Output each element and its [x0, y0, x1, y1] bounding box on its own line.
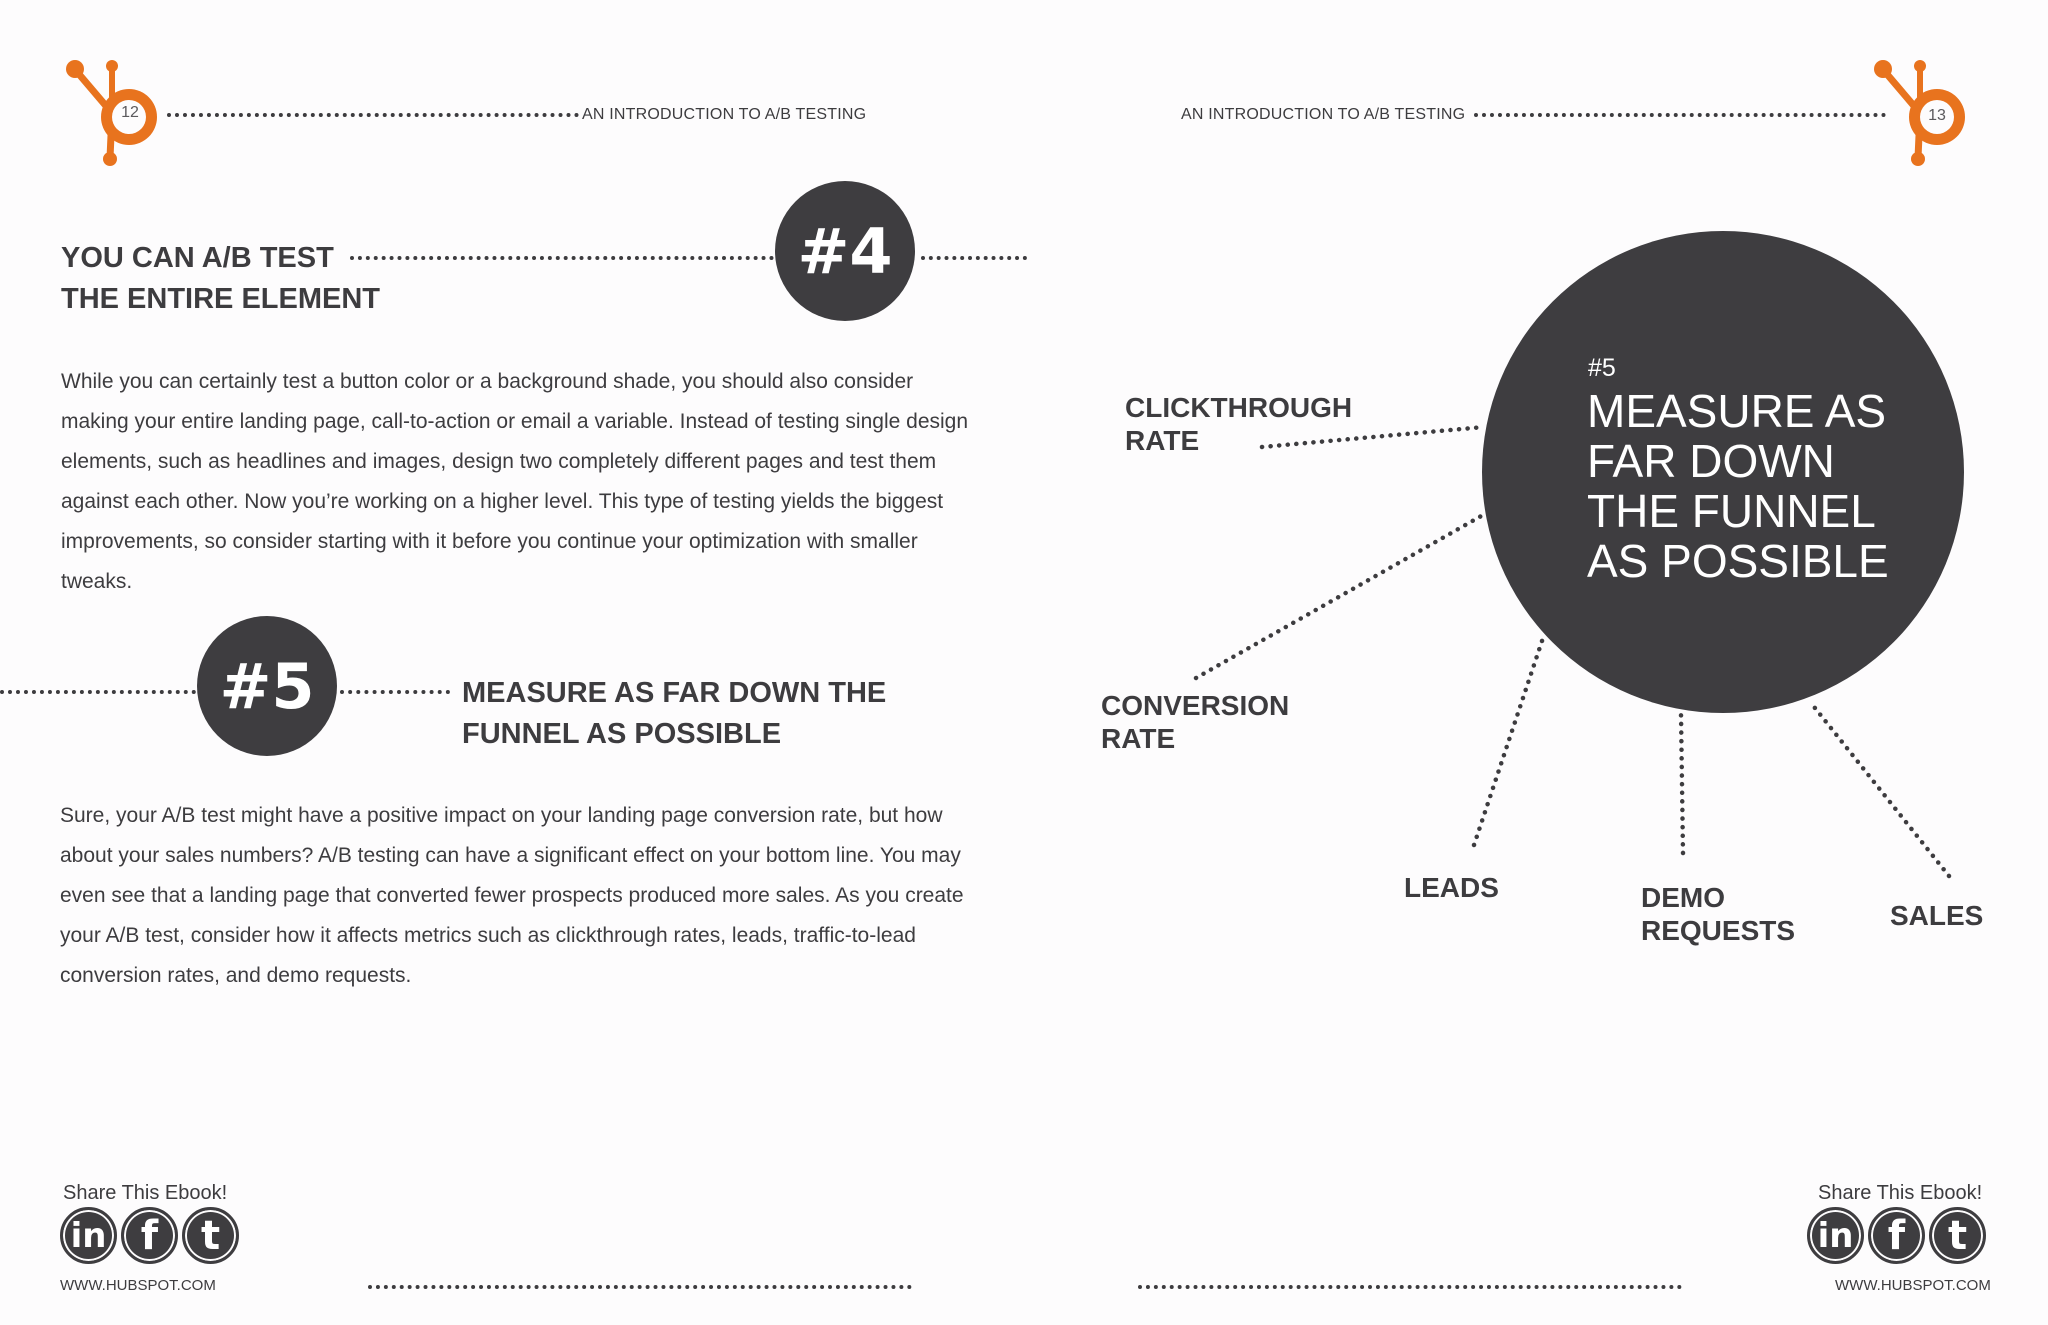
label-line: RATE	[1125, 425, 1200, 456]
running-title-right: AN INTRODUCTION TO A/B TESTING	[1181, 106, 1466, 123]
section5-body-line: even see that a landing page that converted fewer prospects produced more sales. As you create	[60, 884, 964, 907]
section4-heading-line1: YOU CAN A/B TEST	[61, 242, 334, 274]
section5-body-line: about your sales numbers? A/B testing can have a significant effect on your bottom line. You may	[60, 844, 961, 867]
circle-heading-line: AS POSSIBLE	[1587, 535, 1889, 587]
label-clickthrough-rate	[1125, 391, 1352, 457]
label-line: DEMO	[1641, 882, 1725, 913]
label-line: RATE	[1101, 723, 1176, 754]
section5-number-badge: #5	[197, 616, 337, 756]
label-sales: SALES	[1890, 900, 1984, 931]
label-leads: LEADS	[1404, 872, 1499, 903]
linkedin-icon[interactable]: in	[1807, 1207, 1864, 1264]
running-title-left: AN INTRODUCTION TO A/B TESTING	[582, 106, 867, 123]
connector-demo	[1681, 714, 1683, 853]
connector-sales	[1811, 703, 1949, 876]
label-line: CONVERSION	[1101, 690, 1290, 721]
section4-body-line: tweaks.	[61, 570, 133, 593]
section4-body-line: making your entire landing page, call-to-action or email a variable. Instead of testing single design	[61, 410, 969, 433]
section4-body-line: improvements, so consider starting with it before you continue your optimization with smaller	[61, 530, 918, 553]
footer-url-right[interactable]: WWW.HUBSPOT.COM	[1835, 1277, 1991, 1294]
section4-body-line: against each other. Now you’re working on a higher level. This type of testing yields the biggest	[61, 490, 944, 513]
section4-number-badge: #4	[775, 181, 915, 321]
label-conversion-rate	[1101, 689, 1289, 755]
section5-heading-line1: MEASURE AS FAR DOWN THE	[462, 677, 887, 709]
section4-body-line: While you can certainly test a button color or a background shade, you should also consider	[61, 370, 914, 393]
footer-divider-right	[1138, 1285, 1682, 1289]
section5-heading-line2: FUNNEL AS POSSIBLE	[462, 718, 782, 750]
facebook-icon[interactable]: f	[121, 1207, 178, 1264]
label-line: CLICKTHROUGH	[1125, 392, 1353, 423]
footer-url-left[interactable]: WWW.HUBSPOT.COM	[60, 1277, 216, 1294]
label-line: REQUESTS	[1641, 915, 1796, 946]
page-number-left: 12	[121, 104, 139, 121]
section5-body-line: Sure, your A/B test might have a positive impact on your landing page conversion rate, but how	[60, 804, 943, 827]
section4-heading-line2: THE ENTIRE ELEMENT	[61, 283, 381, 315]
connector-leads	[1474, 638, 1543, 845]
circle-heading	[1587, 386, 1889, 586]
twitter-icon[interactable]: t	[182, 1207, 239, 1264]
facebook-icon[interactable]: f	[1868, 1207, 1925, 1264]
twitter-icon[interactable]: t	[1929, 1207, 1986, 1264]
circle-number: #5	[1588, 354, 1616, 382]
section4-body-line: elements, such as headlines and images, design two completely different pages and test them	[61, 450, 937, 473]
circle-heading-line: THE FUNNEL	[1587, 485, 1876, 537]
share-label-left: Share This Ebook!	[63, 1182, 228, 1204]
connector-conversion	[1196, 515, 1483, 678]
page-number-right: 13	[1928, 107, 1946, 124]
section5-body-line: your A/B test, consider how it affects metrics such as clickthrough rates, leads, traffic-to-lead	[60, 924, 916, 947]
share-label-right: Share This Ebook!	[1818, 1182, 1983, 1204]
linkedin-icon[interactable]: in	[60, 1207, 117, 1264]
circle-heading-line: FAR DOWN	[1587, 435, 1835, 487]
section5-body-line: conversion rates, and demo requests.	[60, 964, 412, 987]
social-links-right	[1807, 1207, 1986, 1264]
circle-heading-line: MEASURE AS	[1587, 385, 1887, 437]
label-demo-requests	[1641, 881, 1795, 947]
